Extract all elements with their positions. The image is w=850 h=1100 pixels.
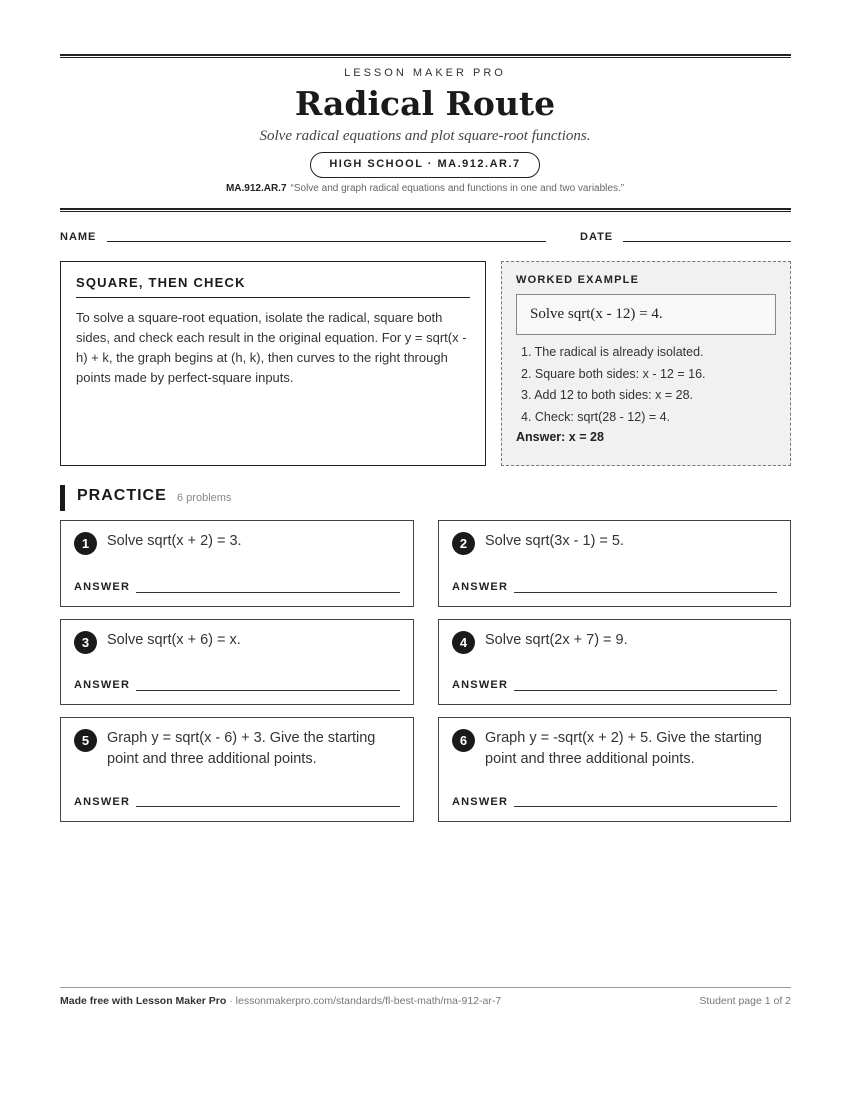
problem-number-badge: 4: [452, 631, 475, 654]
problem-prompt: Graph y = sqrt(x - 6) + 3. Give the starting point and three additional points.: [107, 730, 376, 767]
name-label: NAME: [60, 231, 97, 243]
problem-number-badge: 3: [74, 631, 97, 654]
answer-label: ANSWER: [452, 796, 509, 808]
practice-heading: PRACTICE: [77, 487, 167, 504]
problem-prompt: Solve sqrt(2x + 7) = 9.: [485, 632, 628, 648]
problem-prompt: Solve sqrt(3x - 1) = 5.: [485, 533, 625, 549]
problem-card-6: [438, 717, 791, 822]
answer-line[interactable]: [514, 806, 777, 807]
footer-page-number: Student page 1 of 2: [699, 995, 791, 1007]
concept-box: [60, 261, 486, 466]
answer-label: ANSWER: [74, 679, 131, 691]
worked-example-problem: Solve sqrt(x - 12) = 4.: [516, 294, 776, 335]
problem-number-badge: 6: [452, 729, 475, 752]
practice-accent-bar: [60, 485, 65, 511]
answer-line[interactable]: [514, 690, 777, 691]
worked-example-title: WORKED EXAMPLE: [516, 274, 640, 286]
problem-card-3: [60, 619, 414, 705]
worked-example-step: 1. The radical is already isolated.: [521, 345, 704, 359]
answer-line[interactable]: [514, 592, 777, 593]
worked-example-step: 2. Square both sides: x - 12 = 16.: [521, 366, 706, 381]
page-subtitle: Solve radical equations and plot square-root functions.: [259, 128, 591, 144]
problem-prompt: Solve sqrt(x + 2) = 3.: [107, 533, 242, 549]
problem-card-2: [438, 520, 791, 607]
footer-url[interactable]: · lessonmakerpro.com/standards/fl-best-math/ma-912-ar-7: [226, 995, 502, 1007]
date-line[interactable]: [623, 241, 791, 242]
practice-count: 6 problems: [177, 492, 232, 504]
concept-body: To solve a square-root equation, isolate the radical, square both sides, and check each result in the original equation. For y = sqrt(x - h) + k, the graph begins at (h, k), then curves to the right through points made by perfect-square inputs.: [76, 310, 467, 385]
answer-label: ANSWER: [74, 581, 131, 593]
brand-kicker: LESSON MAKER PRO: [344, 67, 506, 79]
answer-label: ANSWER: [452, 679, 509, 691]
problem-number-badge: 2: [452, 532, 475, 555]
concept-title: SQUARE, THEN CHECK: [76, 275, 470, 298]
problem-card-5: [60, 717, 414, 822]
answer-line[interactable]: [136, 592, 400, 593]
worked-example-answer: Answer: x = 28: [516, 430, 604, 444]
grade-standard-badge: HIGH SCHOOL · MA.912.AR.7: [310, 152, 540, 178]
standard-code: MA.912.AR.7: [225, 183, 287, 194]
answer-label: ANSWER: [74, 796, 131, 808]
worked-example-step: 4. Check: sqrt(28 - 12) = 4.: [521, 409, 671, 424]
name-line[interactable]: [107, 241, 546, 242]
problem-card-4: [438, 619, 791, 705]
problem-prompt: Solve sqrt(x + 6) = x.: [107, 632, 241, 648]
footer-credit: [60, 995, 501, 1007]
worked-example-box: [501, 261, 791, 466]
problem-number-badge: 1: [74, 532, 97, 555]
page-title: Radical Route: [294, 84, 556, 123]
worked-example-step: 3. Add 12 to both sides: x = 28.: [521, 388, 693, 402]
answer-label: ANSWER: [452, 581, 509, 593]
problem-card-1: [60, 520, 414, 607]
top-double-rule: [60, 54, 791, 58]
problem-prompt: Graph y = -sqrt(x + 2) + 5. Give the starting point and three additional points.: [485, 730, 762, 767]
header-bottom-rule: [60, 208, 791, 212]
footer-brand: Made free with Lesson Maker Pro: [60, 995, 227, 1007]
standard-text: “Solve and graph radical equations and functions in one and two variables.”: [290, 183, 625, 194]
footer-rule: [60, 987, 791, 988]
answer-line[interactable]: [136, 690, 400, 691]
problem-number-badge: 5: [74, 729, 97, 752]
date-label: DATE: [580, 231, 614, 243]
answer-line[interactable]: [136, 806, 400, 807]
standard-description: [0, 183, 850, 194]
worked-example-steps: [516, 342, 776, 428]
